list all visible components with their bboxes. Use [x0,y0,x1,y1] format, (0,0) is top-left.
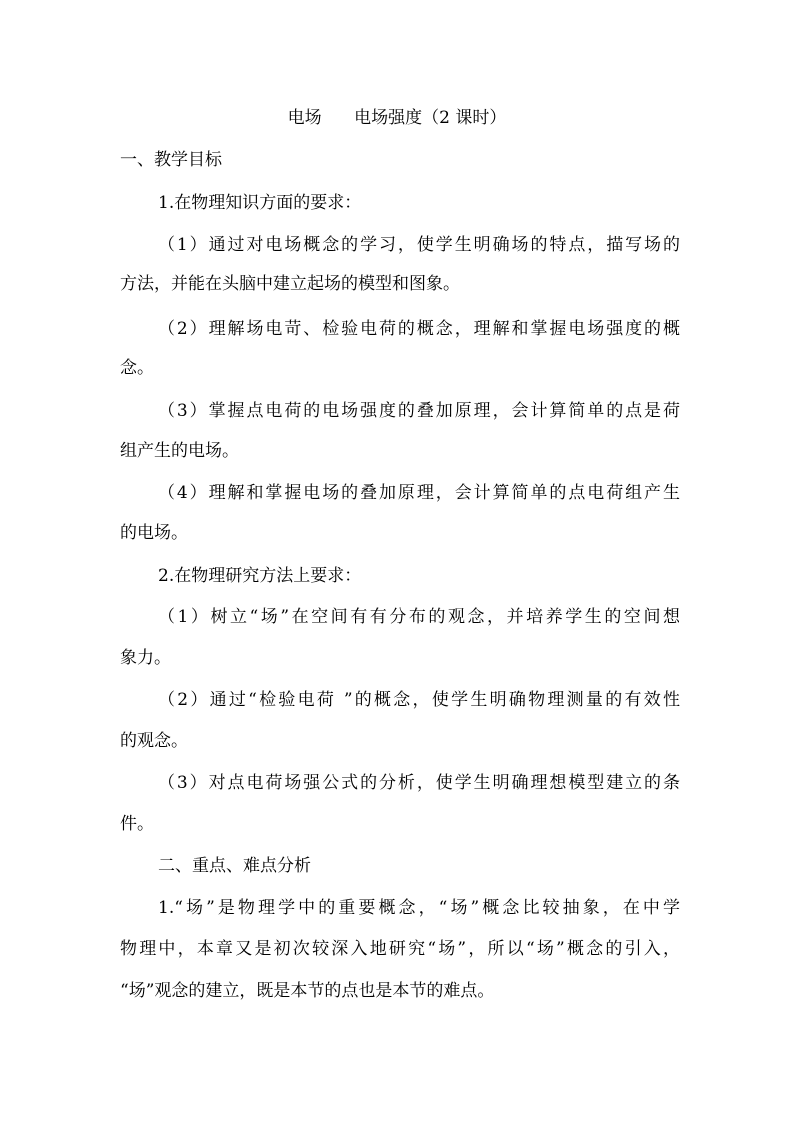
paragraph-line: 组产生的电场。 [120,441,239,461]
paragraph-line: （1）通过对电场概念的学习，使学生明确场的特点，描写场的 [158,235,680,255]
title-text: 电场 电场强度（2 课时） [287,108,507,128]
paragraph-line: 物理中，本章又是初次较深入地研究“场”，所以“场”概念的引入， [120,939,680,959]
paragraph-line: “场”观念的建立，既是本节的点也是本节的难点。 [120,981,495,1001]
paragraph-line: （2）理解场电苛、检验电荷的概念，理解和掌握电场强度的概 [158,319,680,339]
paragraph-line: 方法，并能在头脑中建立起场的模型和图象。 [120,274,460,294]
paragraph-line: （3）对点电荷场强公式的分析，使学生明确理想模型建立的条 [158,773,680,793]
paragraph-line: （1）树立“场”在空间有有分布的观念，并培养学生的空间想 [158,607,680,627]
paragraph-line: 1.“场”是物理学中的重要概念，“场”概念比较抽象，在中学 [158,898,680,918]
paragraph-line: 的电场。 [120,523,188,543]
document-title [0,107,794,129]
subsection-heading-knowledge: 1.在物理知识方面的要求： [158,193,362,213]
paragraph-line: （4）理解和掌握电场的叠加原理，会计算简单的点电荷组产生 [158,483,680,503]
paragraph-line: 念。 [120,358,154,378]
paragraph-line: 象力。 [120,648,171,668]
subsection-heading-methods: 2.在物理研究方法上要求： [158,566,362,586]
paragraph-line: （2）通过“检验电荷 ”的概念，使学生明确物理测量的有效性 [158,690,680,710]
paragraph-line: 的观念。 [120,731,188,751]
paragraph-line: 件。 [120,814,154,834]
section-heading-key-points: 二、重点、难点分析 [158,856,311,876]
paragraph-line: （3）掌握点电荷的电场强度的叠加原理，会计算简单的点是荷 [158,401,680,421]
section-heading-objectives: 一、教学目标 [120,150,222,170]
